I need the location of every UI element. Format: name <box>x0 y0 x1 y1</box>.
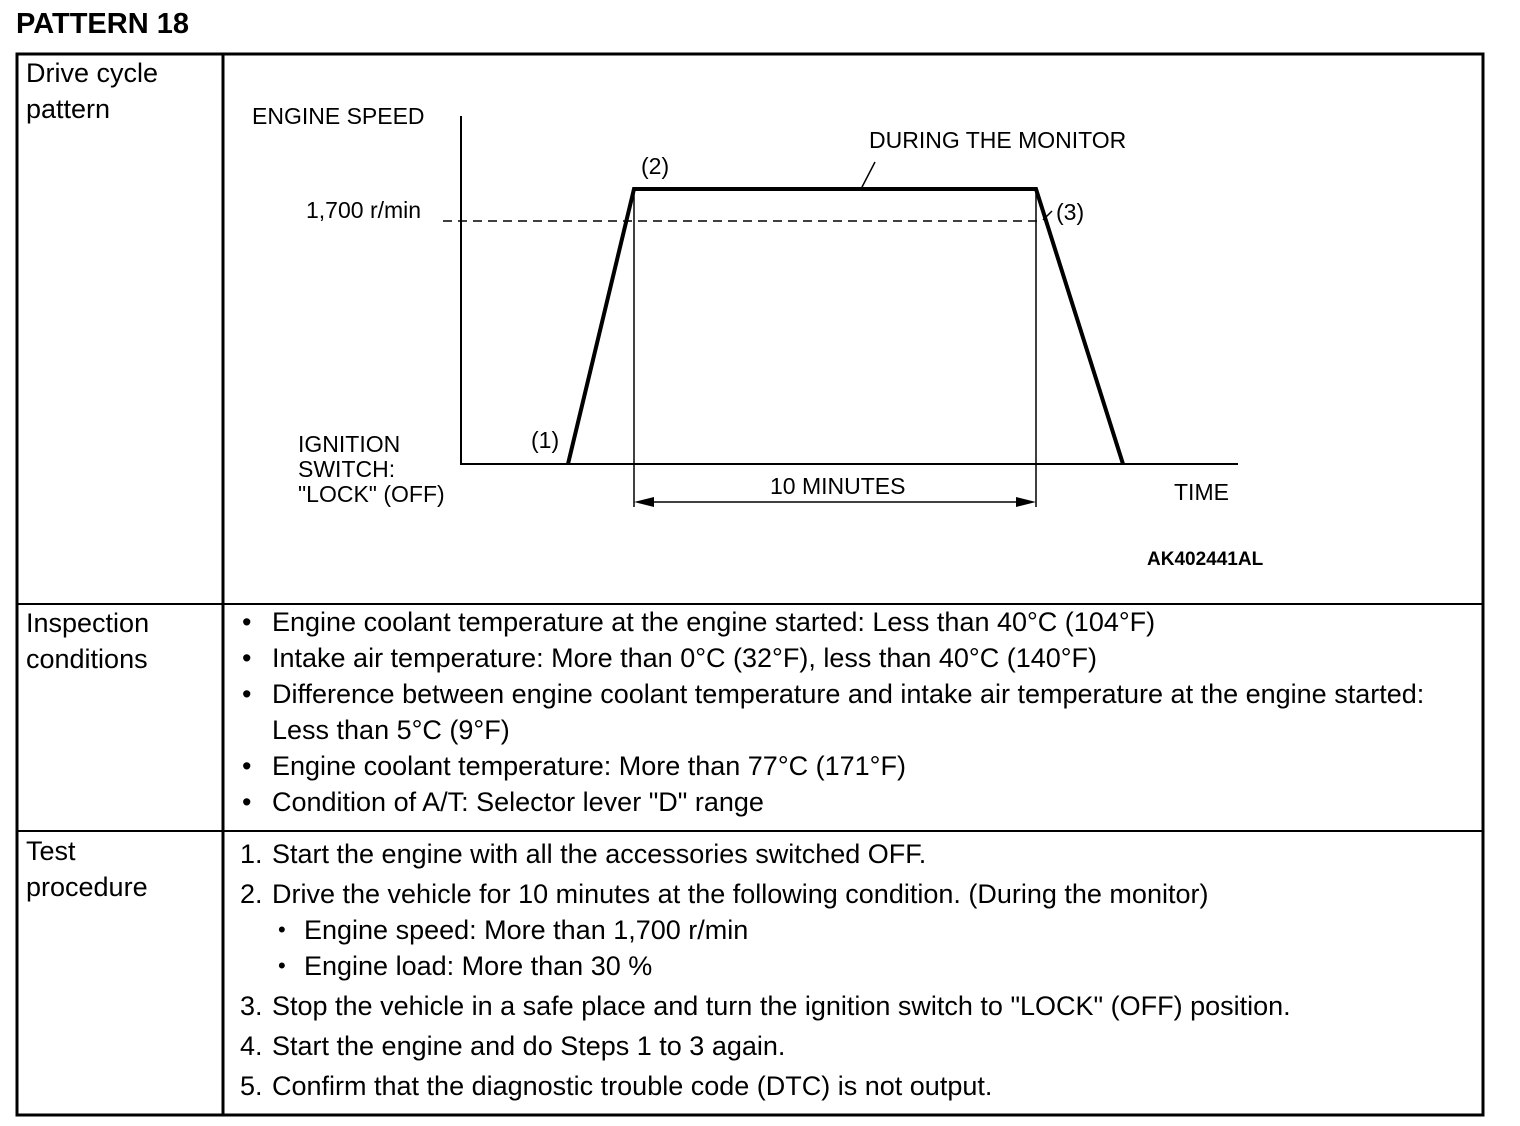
step-text: Start the engine with all the accessories switched OFF. <box>272 839 927 869</box>
test-procedure-list <box>240 836 1475 1108</box>
list-item: • Difference between engine coolant temperature and intake air temperature at the engine started: Less than 5°C (9°F) <box>240 676 1475 748</box>
step-item <box>240 1068 1475 1104</box>
step-text: Start the engine and do Steps 1 to 3 again. <box>272 1031 786 1061</box>
step-item <box>240 1028 1475 1064</box>
step-number: 3. <box>240 991 263 1021</box>
duration-label: 10 MINUTES <box>770 473 906 499</box>
page-title: PATTERN 18 <box>16 8 189 40</box>
threshold-label: 1,700 r/min <box>306 197 422 223</box>
inspection-conditions-list <box>240 604 1475 820</box>
x-axis-label: TIME <box>1174 479 1229 505</box>
ignition-label-2: SWITCH: <box>298 456 396 482</box>
sub-item: • Engine load: More than 30 % <box>272 948 1475 984</box>
point-1-label: (1) <box>531 427 560 453</box>
step-item <box>240 988 1475 1024</box>
step-number: 1. <box>240 839 263 869</box>
list-item: • Engine coolant temperature: More than 77°C (171°F) <box>240 748 1475 784</box>
inspection-conditions-label: Inspection conditions <box>26 608 150 674</box>
speed-profile-line <box>568 189 1123 464</box>
arrow-left-head <box>634 497 654 507</box>
step-item <box>240 836 1475 872</box>
point-2-label: (2) <box>641 153 670 179</box>
step-item <box>240 876 1475 984</box>
figure-code: AK402441AL <box>1147 549 1264 570</box>
monitor-label: DURING THE MONITOR <box>869 127 1127 153</box>
ignition-label-1: IGNITION <box>298 431 401 457</box>
list-item: • Engine coolant temperature at the engine started: Less than 40°C (104°F) <box>240 604 1475 640</box>
monitor-leader-line <box>861 162 875 189</box>
step-text: Drive the vehicle for 10 minutes at the following condition. (During the monitor) <box>272 879 1209 909</box>
list-item: • Intake air temperature: More than 0°C (32°F), less than 40°C (140°F) <box>240 640 1475 676</box>
step-number: 4. <box>240 1031 263 1061</box>
arrow-right-head <box>1016 497 1036 507</box>
step-number: 2. <box>240 879 263 909</box>
list-item: • Condition of A/T: Selector lever "D" range <box>240 784 1475 820</box>
sub-item: • Engine speed: More than 1,700 r/min <box>272 912 1475 948</box>
y-axis-label: ENGINE SPEED <box>252 103 425 129</box>
step-text: Stop the vehicle in a safe place and turn the ignition switch to "LOCK" (OFF) position. <box>272 991 1291 1021</box>
test-procedure-label: Test procedure <box>26 836 148 902</box>
point-3-label: (3) <box>1056 199 1085 225</box>
step-number: 5. <box>240 1071 263 1101</box>
step-sublist <box>272 912 1475 984</box>
ignition-label-3: "LOCK" (OFF) <box>298 481 445 507</box>
step-text: Confirm that the diagnostic trouble code (DTC) is not output. <box>272 1071 993 1101</box>
drive-cycle-label: Drive cycle pattern <box>26 58 159 124</box>
